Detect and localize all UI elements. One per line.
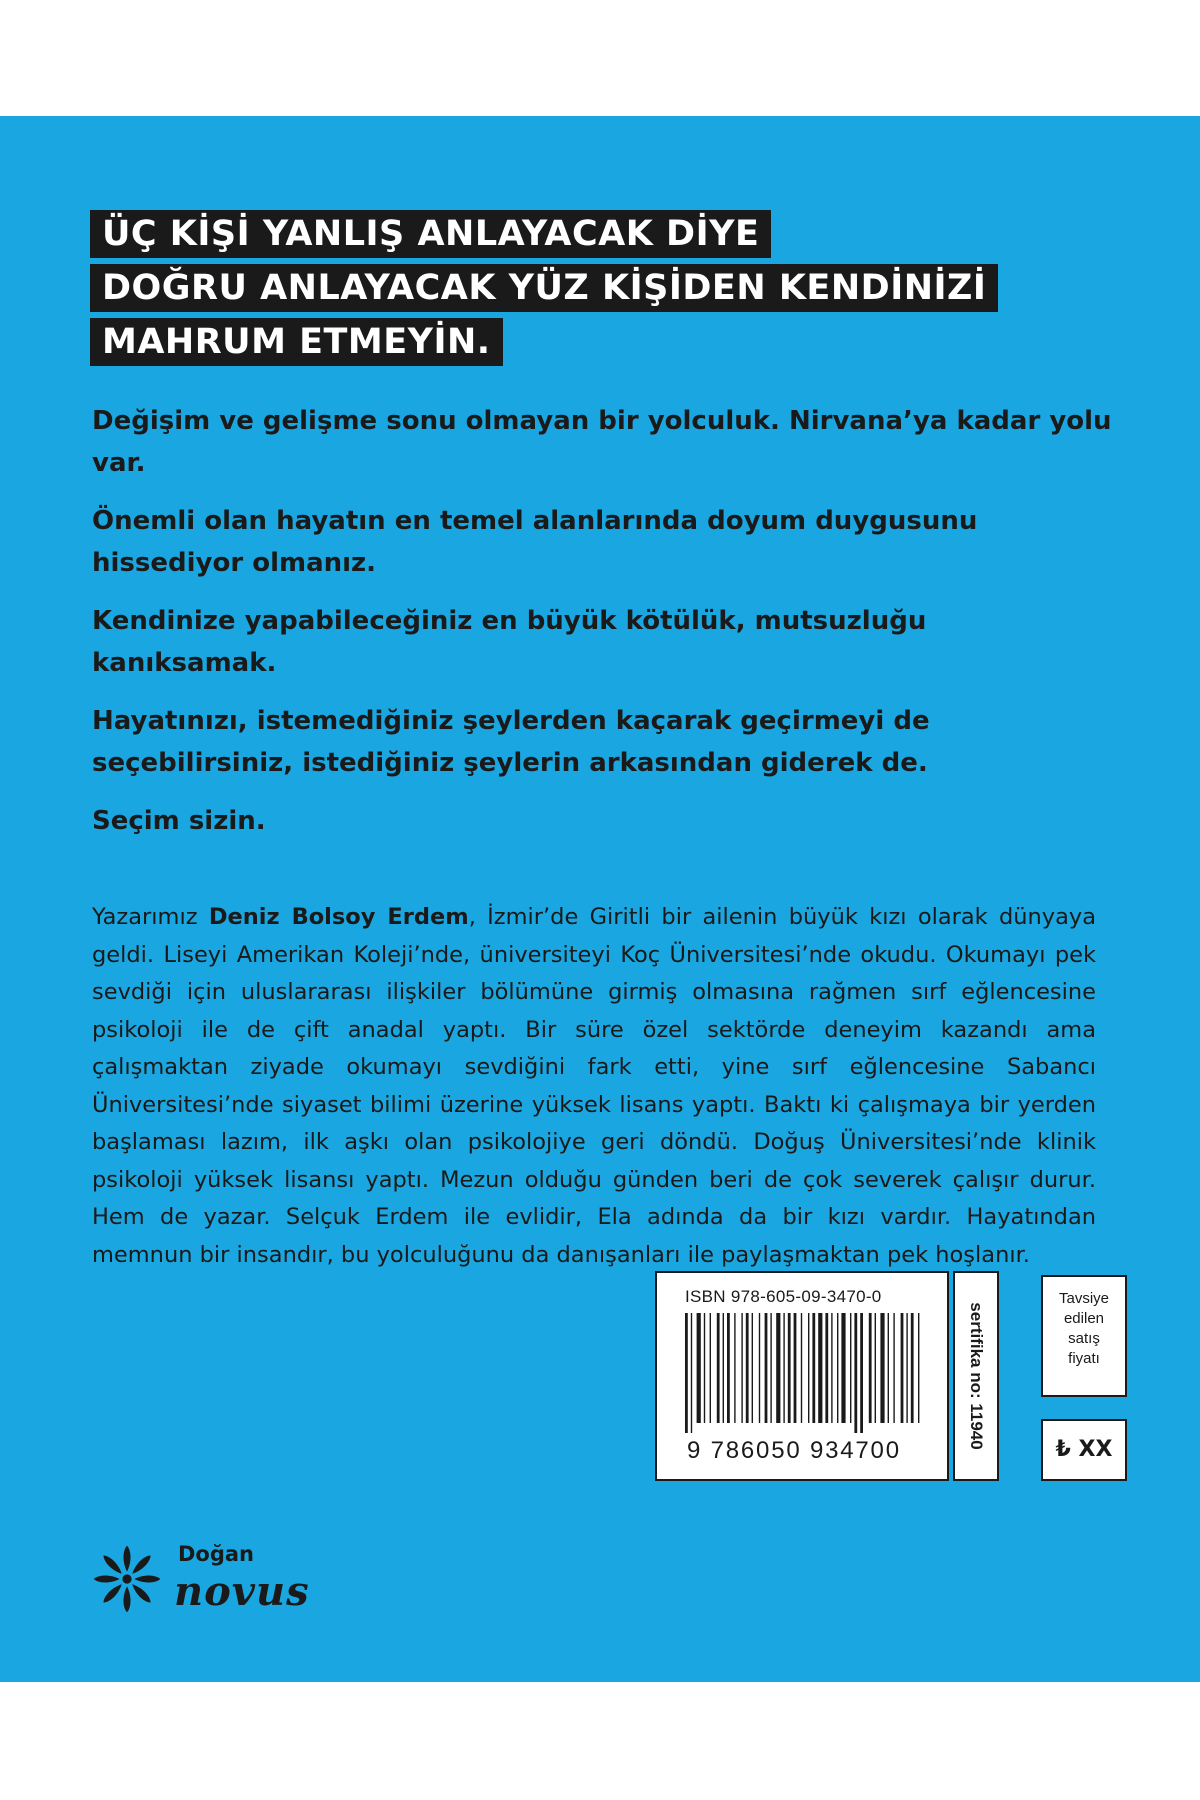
barcode-bar	[808, 1313, 809, 1423]
quote-4: Hayatınızı, istemediğiniz şeylerden kaçarak geçirmeyi de seçebilirsiniz, istediğiniz şeylerin arkasından giderek de.	[92, 706, 930, 778]
barcode-bar	[783, 1313, 784, 1423]
quote-5: Seçim sizin.	[92, 806, 266, 836]
barcode-bar	[860, 1313, 863, 1433]
quote-2: Önemli olan hayatın en temel alanlarında doyum duygusunu hissediyor olmanız.	[92, 506, 978, 578]
headline	[90, 210, 998, 372]
author-bio	[92, 899, 1096, 1274]
barcode-bar	[697, 1313, 701, 1423]
quote-1: Değişim ve gelişme sonu olmayan bir yolculuk. Nirvana’ya kadar yolu var.	[92, 406, 1112, 478]
barcode-bar	[888, 1313, 889, 1423]
publisher-brand: novus	[174, 1568, 310, 1615]
barcode-bar	[906, 1313, 907, 1423]
barcode-bar	[691, 1313, 692, 1433]
barcode-bar	[875, 1313, 876, 1423]
barcode-bar	[776, 1313, 780, 1423]
barcode-digits: 9 786050 934700	[687, 1437, 901, 1464]
headline-line-3: MAHRUM ETMEYİN.	[90, 318, 503, 366]
barcode-bar	[770, 1313, 771, 1423]
price-label-line-3: satış	[1068, 1330, 1100, 1347]
barcode-bar	[850, 1313, 851, 1423]
barcode-bar	[831, 1313, 832, 1423]
barcode-bar	[752, 1313, 753, 1423]
barcode-bar	[801, 1313, 802, 1423]
book-back-cover	[0, 116, 1200, 1682]
barcode-bar	[685, 1313, 688, 1433]
barcode-bar	[794, 1313, 797, 1423]
barcode-bar	[746, 1313, 749, 1423]
barcode-bar	[734, 1313, 735, 1423]
barcode-bar	[710, 1313, 711, 1423]
barcode-bar	[841, 1313, 845, 1423]
flower-logo-icon	[90, 1542, 164, 1616]
barcode-bar	[918, 1313, 919, 1423]
barcode-bar	[788, 1313, 791, 1423]
price-label-box	[1041, 1275, 1127, 1397]
barcode-bar	[854, 1313, 857, 1433]
headline-line-1: ÜÇ KİŞİ YANLIŞ ANLAYACAK DİYE	[90, 210, 771, 258]
barcode-bar	[818, 1313, 822, 1423]
barcode-bar	[880, 1313, 884, 1423]
barcode-bar	[759, 1313, 760, 1423]
bio-text: , İzmir’de Giritli bir ailenin büyük kızı olarak dünyaya geldi. Liseyi Amerikan Koleji’nde, üniversiteyi Koç Üniversitesi’nde okudu. Okumayı pek sevdiği için uluslararası ilişkiler bölümüne girmiş olmasına rağmen sırf eğlencesine psikoloji ile de çift anadal yaptı. Bir süre özel sektörde deneyim kazandı ama çalışmaktan ziyade okumayı sevdiğini fark etti, yine sırf eğlencesine Sabancı Üniversitesi’nde siyaset bilimi üzerine yüksek lisans yaptı. Baktı ki çalışmaya bir yerden başlaması lazım, ilk aşkı olan psikolojiye geri döndü. Doğuş Üniversitesi’nde klinik psikoloji yüksek lisansı yaptı. Mezun olduğu günden beri de çok severek çalışır durur. Hem de yazar. Selçuk Erdem ile evlidir, Ela adında da bir kızı vardır. Hayatından memnun bir insandır, bu yolculuğunu da danışanları ile paylaşmaktan pek hoşlanır.	[92, 904, 1097, 1268]
barcode-bar	[825, 1313, 828, 1423]
quotes	[92, 400, 1112, 858]
publisher-name: Doğan	[178, 1542, 255, 1566]
barcode-bar	[741, 1313, 742, 1423]
barcode-bar	[723, 1313, 724, 1423]
barcode-bar	[717, 1313, 720, 1423]
price-label-line-1: Tavsiye	[1058, 1290, 1110, 1307]
barcode-bar	[812, 1313, 815, 1423]
barcode-box	[655, 1271, 949, 1481]
certificate-number: sertifika no: 11940	[967, 1302, 986, 1450]
headline-line-2: DOĞRU ANLAYACAK YÜZ KİŞİDEN KENDİNİZİ	[90, 264, 998, 312]
isbn-label: ISBN 978-605-09-3470-0	[685, 1287, 882, 1306]
price-label-line-2: edilen	[1063, 1310, 1105, 1327]
barcode-bar	[837, 1313, 838, 1423]
price-value: ₺ XX	[1041, 1419, 1127, 1481]
barcode-bars	[683, 1313, 923, 1433]
barcode-bar	[704, 1313, 705, 1423]
author-name: Deniz Bolsoy Erdem	[208, 904, 469, 930]
certificate-box	[953, 1271, 999, 1481]
barcode-bar	[893, 1313, 894, 1423]
barcode-bar	[901, 1313, 904, 1423]
barcode-bar	[765, 1313, 768, 1423]
publisher-logo	[90, 1530, 330, 1620]
price-label-line-4: fiyatı	[1068, 1350, 1100, 1367]
barcode-bar	[911, 1313, 914, 1423]
quote-3: Kendinize yapabileceğiniz en büyük kötülük, mutsuzluğu kanıksamak.	[92, 606, 927, 678]
barcode-bar	[727, 1313, 730, 1423]
barcode-bar	[869, 1313, 872, 1423]
bio-intro: Yazarımız	[92, 904, 209, 930]
